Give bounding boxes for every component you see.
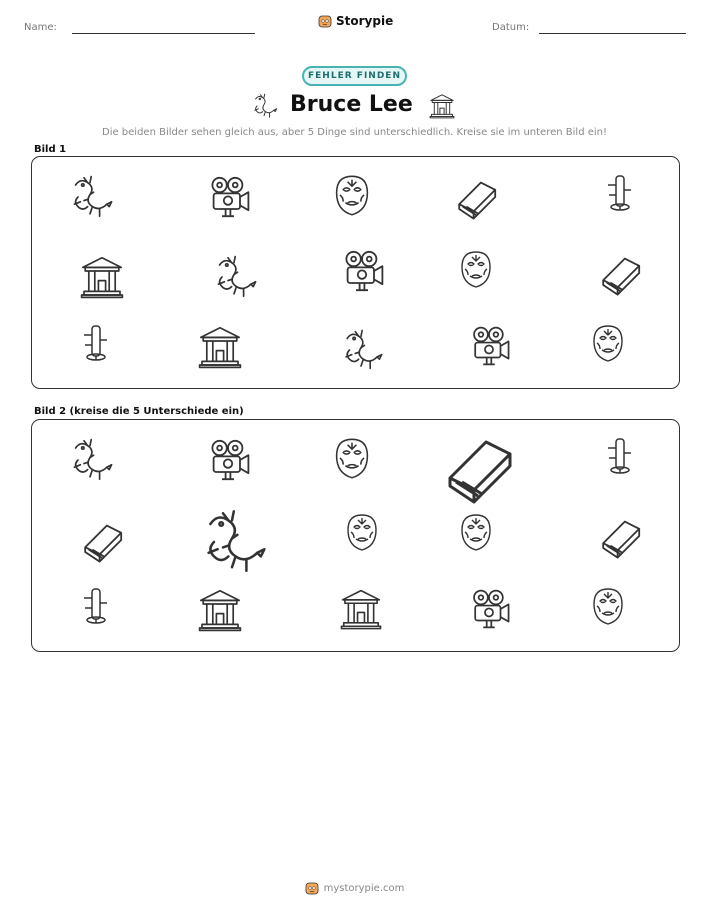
footer-url: mystorypie.com [323, 882, 405, 894]
temple-icon [428, 92, 456, 120]
picture-1-label: Bild 1 [34, 144, 67, 155]
picture-2-mask-icon[interactable] [456, 512, 496, 552]
picture-2-dummy-icon[interactable] [600, 436, 640, 476]
picture-1-temple-icon [78, 253, 126, 301]
dragon-icon [250, 92, 278, 120]
brand-name: Storypie [336, 14, 394, 28]
picture-1-temple-icon [196, 323, 244, 371]
picture-1-book-icon [452, 173, 500, 221]
name-label: Name: [24, 22, 57, 33]
picture-2-label: Bild 2 (kreise die 5 Unterschiede ein) [34, 406, 244, 417]
picture-1-mask-icon [456, 249, 496, 289]
picture-2-book-icon[interactable] [78, 516, 126, 564]
picture-1-camera-icon [204, 173, 252, 221]
date-label: Datum: [492, 22, 530, 33]
picture-1-camera-icon [338, 247, 386, 295]
picture-1-panel [31, 156, 680, 389]
picture-2-book-icon[interactable] [438, 426, 518, 506]
name-field-line[interactable] [72, 33, 255, 34]
picture-1-dummy-icon [76, 323, 116, 363]
picture-2-temple-icon[interactable] [338, 586, 384, 632]
date-field-line[interactable] [539, 33, 686, 34]
picture-1-dragon-icon [210, 253, 258, 301]
storypie-mascot-icon [305, 881, 319, 895]
footer [0, 880, 709, 899]
picture-2-camera-icon[interactable] [204, 436, 252, 484]
picture-2-dragon-icon[interactable] [196, 506, 268, 578]
picture-2-camera-icon[interactable] [466, 586, 512, 632]
instructions: Die beiden Bilder sehen gleich aus, aber 5 Dinge sind unterschiedlich. Kreise sie im unteren Bild ein! [102, 127, 607, 138]
picture-1-book-icon [596, 249, 644, 297]
picture-1-dummy-icon [600, 173, 640, 213]
picture-2-temple-icon[interactable] [196, 586, 244, 634]
picture-1-camera-icon [466, 323, 512, 369]
page-title: Bruce Lee [290, 92, 413, 117]
picture-2-mask-icon[interactable] [342, 512, 382, 552]
picture-1-dragon-icon [338, 327, 384, 373]
picture-2-mask-icon[interactable] [588, 586, 628, 626]
activity-badge: FEHLER FINDEN [302, 66, 407, 86]
picture-1-dragon-icon [66, 173, 114, 221]
picture-2-panel[interactable] [31, 419, 680, 652]
picture-1-mask-icon [588, 323, 628, 363]
picture-2-mask-icon[interactable] [330, 436, 374, 480]
picture-2-dummy-icon[interactable] [76, 586, 116, 626]
picture-2-book-icon[interactable] [596, 512, 644, 560]
title-row [0, 92, 709, 122]
picture-2-dragon-icon[interactable] [66, 436, 114, 484]
storypie-mascot-icon [318, 14, 332, 28]
brand-logo [318, 14, 393, 28]
picture-1-mask-icon [330, 173, 374, 217]
